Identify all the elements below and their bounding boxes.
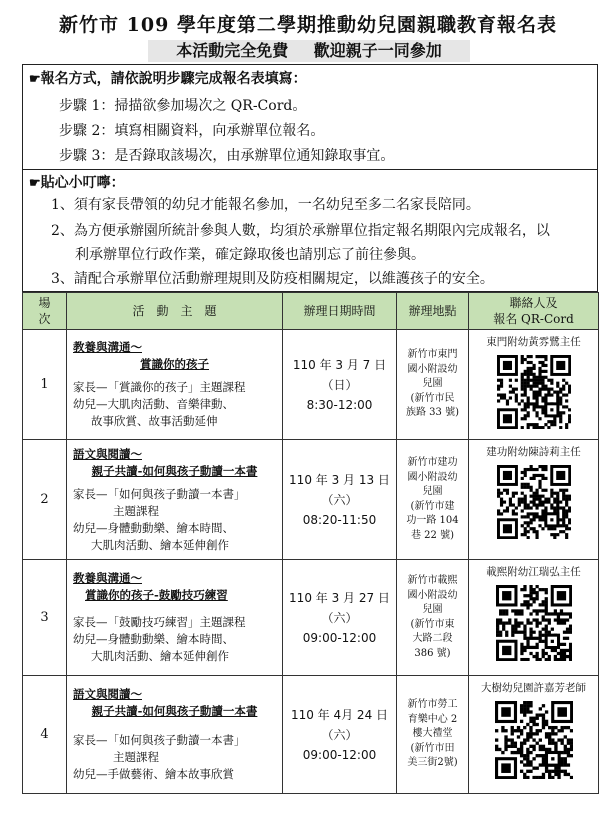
event-time: 09:00-12:00	[302, 630, 377, 645]
note-item-3: 3、請配合承辦單位活動辦理規則及防疫相關規定，以維護孩子的安全。	[51, 271, 494, 287]
activity-topic: 賞識你的孩子	[140, 357, 209, 371]
contact-name: 載熙附幼江瑞弘主任	[486, 566, 581, 578]
place-line: (新竹市田	[410, 742, 455, 754]
place-line: 美三街2號)	[407, 757, 458, 769]
place-line: 新竹市東門	[407, 349, 458, 361]
activity-category: 教養與溝通～	[73, 340, 142, 354]
note-item-2-continued: 利承辦單位行政作業，確定錄取後也請別忘了前往參與。	[75, 247, 425, 263]
qr-code-image[interactable]	[497, 465, 571, 539]
signup-step-3: 步驟 3：是否錄取該場次，由承辦單位通知錄取事宜。	[59, 148, 395, 164]
qr-code-image[interactable]	[496, 585, 572, 661]
contact-cell	[469, 330, 599, 440]
notes-section	[22, 170, 598, 292]
place-line: 國小附設幼	[407, 471, 458, 483]
event-date: 110 年 3 月 13 日	[289, 472, 390, 487]
hand-pointing-icon: ☛	[29, 176, 41, 191]
activity-line: 主題課程	[113, 750, 159, 764]
place-line: 新竹市載熙	[407, 575, 458, 586]
place-line: 國小附設幼	[407, 589, 458, 601]
place-line: 巷 22 號)	[411, 529, 454, 541]
date-cell	[283, 676, 397, 794]
place-line: 族路 33 號)	[406, 407, 459, 419]
place-line: (新竹市民	[410, 392, 455, 404]
event-weekday: （六）	[321, 727, 358, 742]
place-line: 大路二段	[412, 633, 453, 644]
activity-category: 教養與溝通～	[73, 571, 142, 585]
activity-topic: 賞識你的孩子-鼓勵技巧練習	[85, 588, 228, 602]
event-date: 110 年 4月 24 日	[290, 707, 389, 722]
place-line: (新竹市建	[410, 500, 455, 512]
place-line: 新竹市勞工	[407, 699, 458, 711]
qr-code-image[interactable]	[497, 355, 571, 429]
event-weekday: （六）	[321, 492, 358, 507]
activity-line: 幼兒—手做藝術、繪本故事欣賞	[73, 767, 234, 781]
contact-name: 大樹幼兒園許嘉芳老師	[481, 682, 586, 694]
contact-cell	[469, 676, 599, 794]
place-line: 386 號)	[414, 647, 451, 659]
date-cell	[283, 560, 397, 676]
place-line: 新竹市建功	[407, 457, 458, 468]
place-line: 兒園	[422, 486, 443, 497]
place-line: 功一路 104	[406, 515, 459, 526]
schedule-table	[22, 292, 599, 794]
activity-cell	[67, 330, 283, 440]
place-cell	[397, 676, 469, 794]
activity-line: 幼兒—大肌肉活動、音樂律動、	[73, 397, 234, 411]
activity-line: 故事欣賞、故事活動延伸	[91, 414, 218, 428]
activity-line: 幼兒—身體動動樂、繪本時間、	[73, 520, 234, 535]
place-cell	[397, 560, 469, 676]
place-line: 兒園	[422, 378, 443, 390]
place-line: (新竹市東	[410, 618, 455, 630]
session-number: 1	[23, 330, 67, 440]
activity-cell	[67, 440, 283, 560]
place-line: 國小附設幼	[407, 363, 458, 375]
subtitle-welcome: 歡迎親子一同參加	[313, 41, 442, 60]
event-date: 110 年 3 月 27 日	[289, 590, 390, 605]
note-item-1: 1、須有家長帶領的幼兒才能報名參加，一名幼兒至多二名家長陪同。	[51, 197, 480, 213]
signup-heading: ☛報名方式，請依說明步驟完成報名表填寫：	[29, 71, 307, 87]
table-header-row	[23, 293, 599, 330]
contact-cell	[469, 560, 599, 676]
place-cell	[397, 440, 469, 560]
hand-pointing-icon: ☛	[29, 72, 41, 87]
activity-cell	[67, 560, 283, 676]
place-line: 兒園	[422, 604, 443, 615]
activity-line: 家長—「如何與孩子動讀一本書」	[73, 733, 246, 747]
date-cell	[283, 440, 397, 560]
subtitle-banner	[148, 40, 470, 62]
event-weekday: （六）	[321, 610, 358, 625]
activity-line: 家長—「如何與孩子動讀一本書」	[73, 486, 246, 501]
header-place: 辦理地點	[397, 293, 469, 330]
activity-line: 家長—「賞識你的孩子」主題課程	[73, 380, 246, 394]
qr-code-image[interactable]	[495, 701, 573, 779]
place-line: 育樂中心 2	[407, 713, 458, 725]
activity-category: 語文與閱讀～	[73, 687, 142, 701]
header-datetime: 辦理日期時間	[283, 293, 397, 330]
session-number: 4	[23, 676, 67, 794]
signup-step-2: 步驟 2：填寫相關資料，向承辦單位報名。	[59, 123, 325, 139]
header-contact: 聯絡人及 報名 QR-Cord	[469, 293, 599, 330]
contact-name: 建功附幼陳詩莉主任	[486, 446, 581, 458]
activity-line: 家長—「鼓勵技巧練習」主題課程	[73, 615, 246, 629]
signup-step-1: 步驟 1：掃描欲參加場次之 QR-Cord。	[59, 98, 307, 114]
activity-line: 幼兒—身體動動樂、繪本時間、	[73, 632, 234, 646]
event-weekday: （日）	[321, 377, 358, 392]
note-item-2: 2、為方便承辦園所統計參與人數，均須於承辦單位指定報名期限內完成報名，以	[51, 223, 550, 239]
session-number: 2	[23, 440, 67, 560]
activity-cell	[67, 676, 283, 794]
event-time: 09:00-12:00	[302, 747, 377, 762]
activity-category: 語文與閱讀～	[73, 446, 142, 461]
event-date: 110 年 3 月 7 日	[292, 357, 387, 372]
page-title: 新竹市 109 學年度第二學期推動幼兒園親職教育報名表	[59, 14, 557, 36]
table-row	[23, 440, 599, 560]
activity-line: 大肌肉活動、繪本延伸創作	[91, 649, 229, 663]
event-time: 8:30-12:00	[306, 397, 373, 412]
header-session: 場 次	[23, 293, 67, 330]
contact-cell	[469, 440, 599, 560]
place-cell	[397, 330, 469, 440]
event-time: 08:20-11:50	[302, 512, 377, 527]
activity-line: 大肌肉活動、繪本延伸創作	[91, 537, 229, 552]
signup-section	[22, 64, 598, 170]
place-line: 樓大禮堂	[412, 728, 453, 740]
header-topic: 活 動 主 題	[67, 293, 283, 330]
notes-heading: ☛貼心小叮嚀：	[29, 175, 125, 191]
date-cell	[283, 330, 397, 440]
activity-topic: 親子共讀-如何與孩子動讀一本書	[91, 463, 258, 478]
activity-topic: 親子共讀-如何與孩子動讀一本書	[91, 704, 258, 718]
table-row	[23, 560, 599, 676]
table-row	[23, 330, 599, 440]
activity-line: 主題課程	[113, 503, 159, 518]
contact-name: 東門附幼黃雰鷺主任	[486, 336, 581, 348]
session-number: 3	[23, 560, 67, 676]
subtitle-free: 本活動完全免費	[176, 41, 289, 60]
table-row	[23, 676, 599, 794]
